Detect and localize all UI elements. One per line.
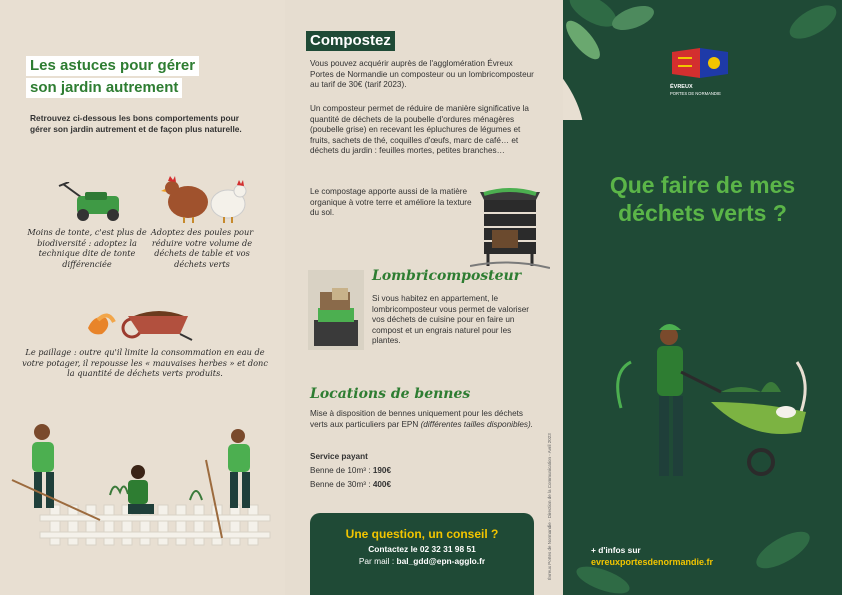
website-link[interactable]: evreuxportesdenormandie.fr [591, 557, 714, 567]
benne-30-price: 400€ [372, 480, 392, 489]
contact-box [310, 513, 534, 595]
evreux-logo-icon [670, 46, 730, 82]
contact-mail-label: Par mail : [358, 556, 397, 566]
compost-paragraph-3: Le compostage apporte aussi de la matière organique à votre terre et améliore la texture du sol. [310, 187, 472, 217]
headline-line1: Que faire de mes [609, 172, 796, 198]
composter-illustration [470, 186, 550, 272]
contact-phone[interactable]: Contactez le 02 32 31 98 51 [368, 544, 476, 554]
tip-mulch: Le paillage : outre qu'il limite la consommation en eau de votre potager, il repousse les « mauvaises herbes » et donc la quantité de déchets verts produits. [22, 347, 268, 379]
tip-mowing: Moins de tonte, c'est plus de biodiversité : adoptez la technique dite de tonte différenciée [27, 227, 147, 269]
tip-hens: Adoptez des poules pour réduire votre volume de déchets de table et vos déchets verts [150, 227, 254, 269]
gardeners-illustration [10, 420, 278, 555]
gardener-wheelbarrow-illustration [601, 312, 811, 502]
benne-30-label: Benne de 30m³ : [310, 480, 373, 489]
benne-10-price: 190€ [372, 466, 392, 475]
right-panel [563, 0, 842, 595]
bennes-sizes-note: (différentes tailles disponibles). [420, 419, 533, 429]
headline [563, 172, 842, 227]
benne-30-row [310, 480, 391, 491]
contact-mail-link[interactable]: bal_gdd@epn-agglo.fr [396, 556, 486, 566]
benne-10-label: Benne de 10m³ : [310, 466, 373, 475]
benne-10-row [310, 466, 391, 477]
contact-question: Une question, un conseil ? [345, 527, 499, 541]
left-panel [0, 0, 285, 595]
lombri-title: Lombricomposteur [372, 268, 522, 284]
lombri-text: Si vous habitez en appartement, le lombricomposteur vous permet de valoriser vos déchets de cuisine pour en faire un compost et un engrais naturel pour les plantes. [372, 294, 529, 345]
logo-subtitle: PORTES DE NORMANDIE [670, 91, 721, 96]
credits-vertical [547, 380, 557, 580]
logo-title: ÉVREUX [670, 84, 693, 90]
more-info-label: + d'infos sur [591, 545, 641, 555]
lawnmower-illustration [55, 182, 127, 222]
bennes-text [310, 409, 538, 430]
bennes-title: Locations de bennes [310, 386, 471, 402]
contact-mail-row [310, 556, 534, 566]
tips-title-line1: Les astuces pour gérer [26, 56, 199, 76]
credits-text: Évreux Portes de Normandie - Direction de la Communication - Avril 2023 [547, 433, 552, 580]
service-label: Service payant [310, 452, 368, 461]
tips-title-line2: son jardin autrement [26, 78, 182, 98]
compost-title: Compostez [306, 31, 395, 51]
bennes-description: Mise à disposition de bennes uniquement pour les déchets verts aux particuliers par EPN [310, 409, 524, 429]
lombricomposteur-photo [308, 270, 364, 350]
hens-illustration [160, 172, 252, 224]
headline-line2: déchets verts ? [618, 199, 787, 226]
compost-paragraph-1: Vous pouvez acquérir auprès de l'agglomération Évreux Portes de Normandie un composteur ou un lombricomposteur au tarif de 30€ (tarif 2023). [310, 59, 534, 89]
compost-paragraph-2: Un composteur permet de réduire de manière significative la quantité de déchets de la poubelle d'ordures ménagères (poubelle grise) en recevant les épluchures de légumes et fruits, sachets de thé, coquilles d'œufs, marc de café… et déchets du jardin : feuilles mortes, petites branches… [310, 104, 529, 155]
mulch-illustration [84, 306, 196, 342]
tips-intro: Retrouvez ci-dessous les bons comportements pour gérer son jardin autrement et de façon plus naturelle. [30, 113, 242, 134]
